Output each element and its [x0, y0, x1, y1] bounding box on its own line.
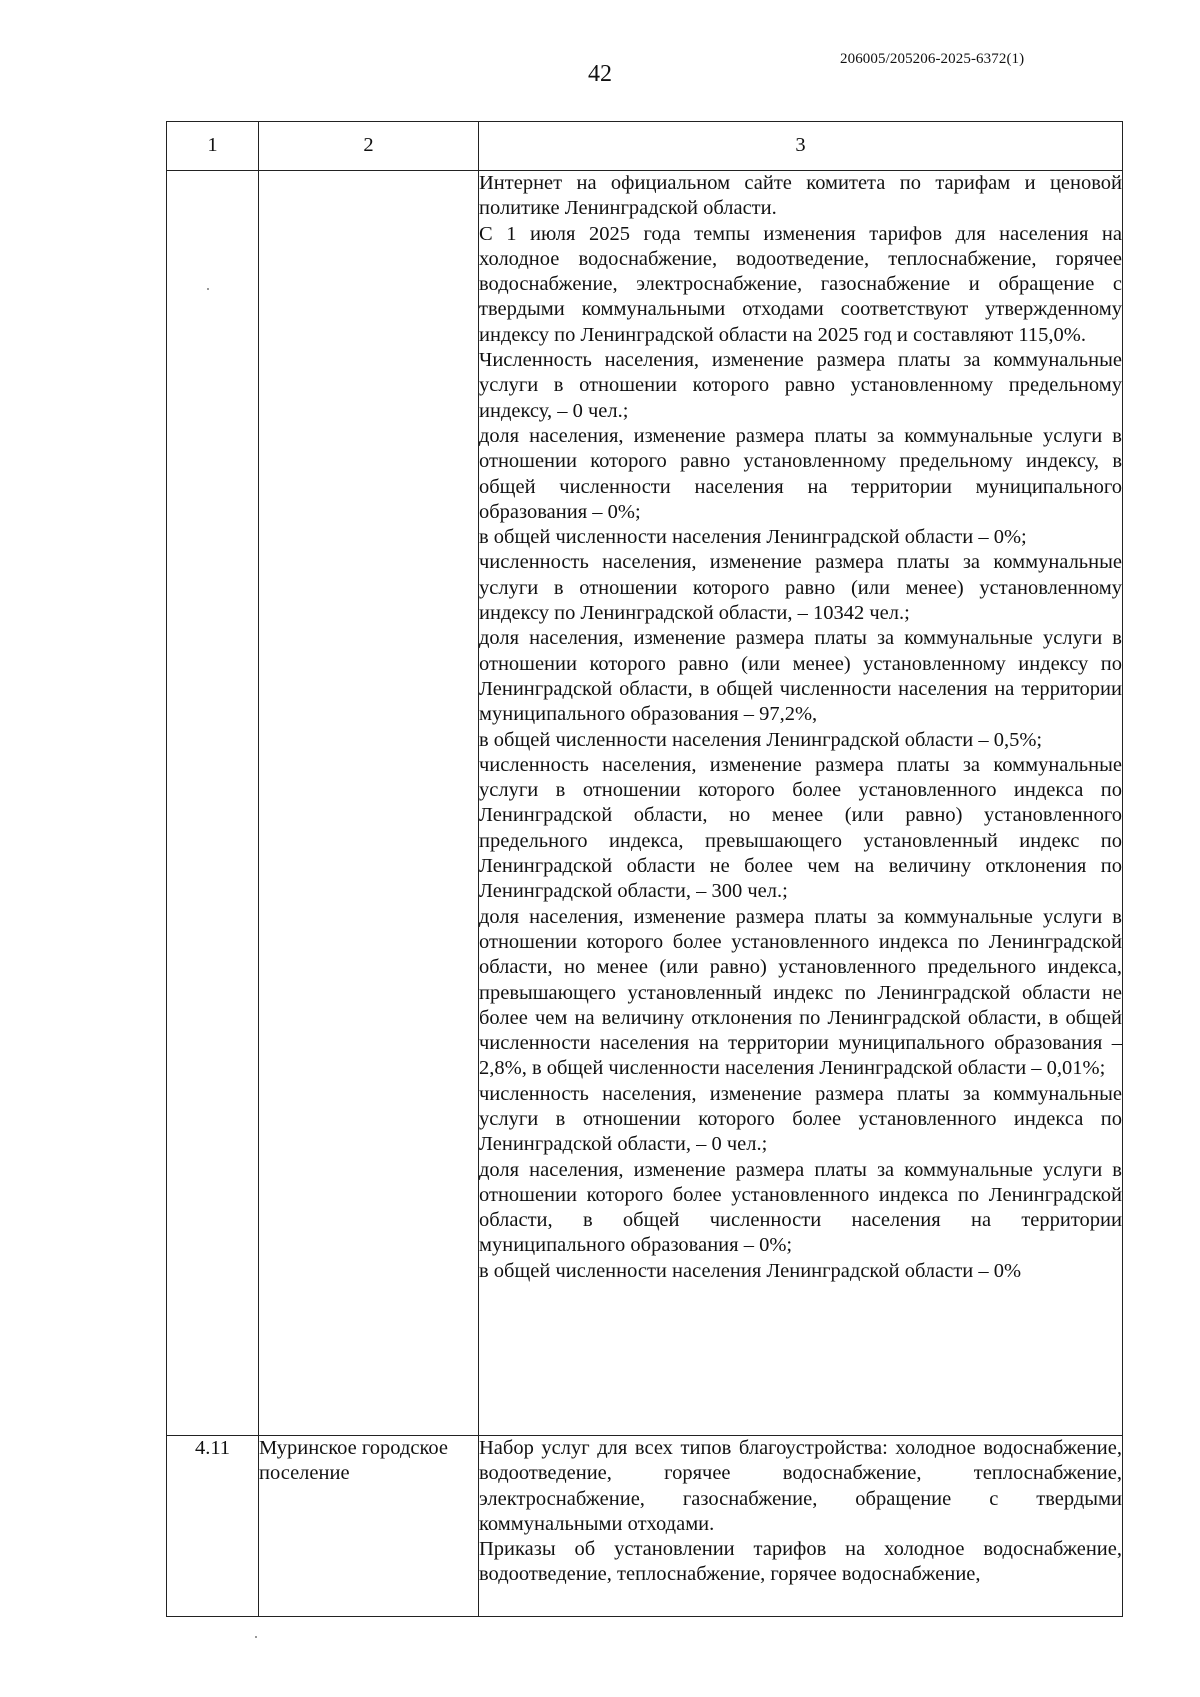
municipality-name-cell [259, 171, 479, 1436]
paragraph: Набор услуг для всех типов благоустройства: холодное водоснабжение, водоотведение, горячее водоснабжение, теплоснабжение, электроснабжение, газоснабжение, обращение с твердыми коммунальными отходами. [479, 1437, 1122, 1535]
column-header-1: 1 [167, 122, 259, 171]
table-row [167, 1436, 1123, 1617]
municipality-name-cell: Муринское городское поселение [259, 1436, 479, 1617]
table-row [167, 171, 1123, 1436]
table-header-row [167, 122, 1123, 171]
row-number-cell [167, 171, 259, 1436]
paragraph: в общей численности населения Ленинградской области – 0%; [479, 526, 1027, 549]
paragraph: Численность населения, изменение размера платы за коммунальные услуги в отношении которого равно установленному предельному индексу, – 0 чел.; [479, 349, 1122, 422]
paragraph: доля населения, изменение размера платы за коммунальные услуги в отношении которого более установленного индекса по Ленинградской области, но менее (или равно) установленного предельного индекса, превышающего установленный индекс по Ленинградской области не более чем на величину отклонения по Ленинградской области, в общей численности населения на территории муниципального образования – 2,8%, в общей численности населения Ленинградской области – 0,01%; [479, 905, 1122, 1080]
scan-speck [255, 1636, 257, 1638]
document-id: 206005/205206-2025-6372(1) [840, 51, 1025, 67]
paragraph: Интернет на официальном сайте комитета по тарифам и ценовой политике Ленинградской области. [479, 172, 1122, 220]
paragraph: доля населения, изменение размера платы за коммунальные услуги в отношении которого равно установленному предельному индексу, в общей численности населения на территории муниципального образования – 0%; [479, 424, 1122, 523]
paragraph: численность населения, изменение размера платы за коммунальные услуги в отношении которого более установленного индекса по Ленинградской области, – 0 чел.; [479, 1082, 1122, 1156]
paragraph: доля населения, изменение размера платы за коммунальные услуги в отношении которого более установленного индекса по Ленинградской области, в общей численности населения на территории муниципального образования – 0%; [479, 1158, 1122, 1257]
description-cell [479, 1436, 1123, 1617]
paragraph: численность населения, изменение размера платы за коммунальные услуги в отношении которого равно (или менее) установленному индексу по Ленинградской области, – 10342 чел.; [479, 551, 1122, 625]
column-header-2: 2 [259, 122, 479, 171]
tariff-table [166, 121, 1123, 1617]
paragraph: доля населения, изменение размера платы за коммунальные услуги в отношении которого равно (или менее) установленному индексу по Ленинградской области, в общей численности населения на территории муниципального образования – 97,2%, [479, 627, 1122, 726]
paragraph: численность населения, изменение размера платы за коммунальные услуги в отношении которого более установленного индекса по Ленинградской области, но менее (или равно) установленного предельного индекса, превышающего установленный индекс по Ленинградской области не более чем на величину отклонения по Ленинградской области, – 300 чел.; [479, 753, 1122, 903]
description-cell [479, 171, 1123, 1436]
column-header-3: 3 [479, 122, 1123, 171]
paragraph: Приказы об установлении тарифов на холодное водоснабжение, водоотведение, теплоснабжение, горячее водоснабжение, [479, 1538, 1122, 1586]
paragraph: С 1 июля 2025 года темпы изменения тарифов для населения на холодное водоснабжение, водоотведение, теплоснабжение, горячее водоснабжение, электроснабжение, газоснабжение и обращение с твердыми коммунальными отходами соответствуют утвержденному индексу по Ленинградской области на 2025 год и составляют 115,0%. [479, 222, 1122, 346]
paragraph: в общей численности населения Ленинградской области – 0% [479, 1259, 1022, 1282]
page-number: 42 [588, 61, 612, 87]
scan-speck [207, 288, 209, 290]
paragraph: в общей численности населения Ленинградской области – 0,5%; [479, 728, 1043, 751]
row-number-cell: 4.11 [167, 1436, 259, 1617]
